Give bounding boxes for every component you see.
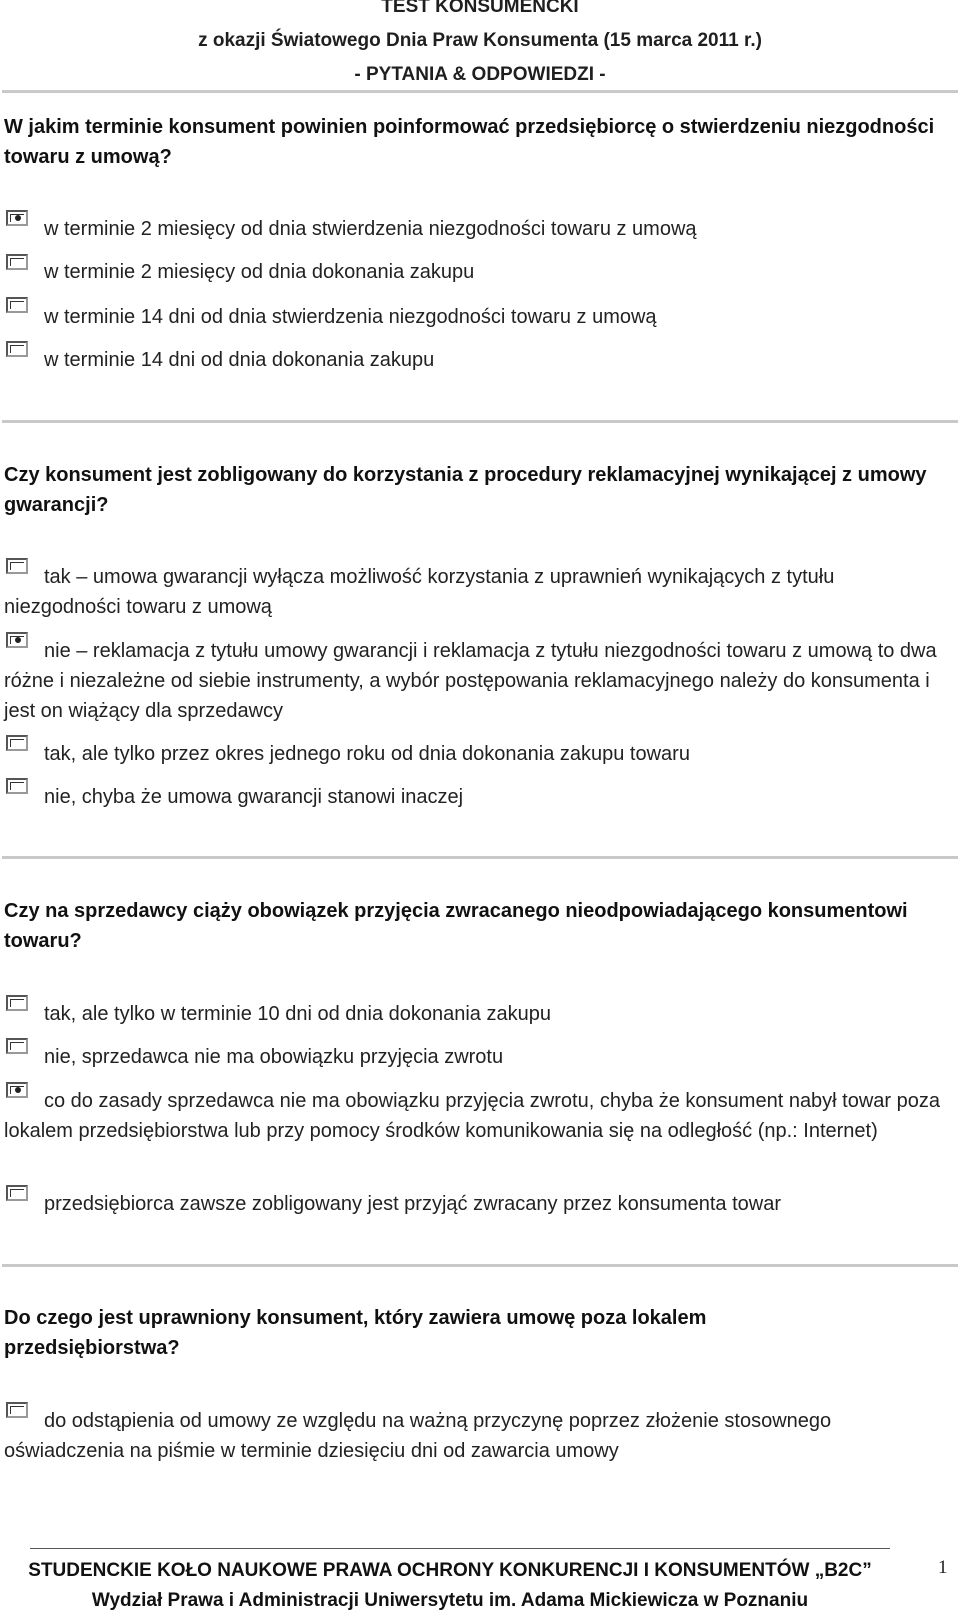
answer-label: przedsiębiorca zawsze zobligowany jest przyjąć zwracany przez konsumenta towar <box>44 1193 781 1215</box>
answer-q2-a3 <box>4 739 952 769</box>
divider <box>2 90 958 93</box>
question-4: Do czego jest uprawniony konsument, który zawiera umowę poza lokalem przedsiębiorstwa? <box>4 1307 707 1359</box>
answer-q3-a2 <box>4 1042 952 1072</box>
divider <box>2 856 958 859</box>
answer-label: do odstąpienia od umowy ze względu na ważną przyczynę poprzez złożenie stosownego oświadczenia na piśmie w terminie dziesięciu dni od zawarcia umowy <box>4 1410 832 1462</box>
answer-label: nie, sprzedawca nie ma obowiązku przyjęcia zwrotu <box>44 1046 504 1068</box>
document-subtitle: z okazji Światowego Dnia Praw Konsumenta (15 marca 2011 r.) <box>198 30 762 51</box>
answer-q2-a1 <box>4 562 952 622</box>
answer-q2-a4 <box>4 782 952 812</box>
answer-q1-a4 <box>4 345 952 375</box>
answer-label: tak, ale tylko w terminie 10 dni od dnia dokonania zakupu <box>44 1003 551 1025</box>
answer-q1-a2 <box>4 257 952 287</box>
question-1: W jakim terminie konsument powinien poinformować przedsiębiorcę o stwierdzeniu niezgodności towaru z umową? <box>4 116 935 168</box>
section-title: - PYTANIA & ODPOWIEDZI - <box>354 64 606 85</box>
divider <box>2 1264 958 1267</box>
footer-faculty: Wydział Prawa i Administracji Uniwersytetu im. Adama Mickiewicza w Poznaniu <box>91 1590 809 1611</box>
answer-label: w terminie 14 dni od dnia stwierdzenia niezgodności towaru z umową <box>44 306 657 328</box>
footer-divider <box>30 1548 890 1549</box>
footer-organization: STUDENCKIE KOŁO NAUKOWE PRAWA OCHRONY KONKURENCJI I KONSUMENTÓW „B2C” <box>28 1560 872 1581</box>
answer-label: tak, ale tylko przez okres jednego roku od dnia dokonania zakupu towaru <box>44 743 690 765</box>
document-title: TEST KONSUMENCKI <box>381 0 579 17</box>
answer-q2-a2 <box>4 636 952 726</box>
answer-label: nie, chyba że umowa gwarancji stanowi inaczej <box>44 786 464 808</box>
answer-q3-a3 <box>4 1086 952 1146</box>
answer-label: w terminie 14 dni od dnia dokonania zakupu <box>44 349 435 371</box>
answer-label: w terminie 2 miesięcy od dnia dokonania zakupu <box>44 261 475 283</box>
question-2: Czy konsument jest zobligowany do korzystania z procedury reklamacyjnej wynikającej z umowy gwarancji? <box>4 464 927 516</box>
answer-q1-a3 <box>4 302 952 332</box>
question-3: Czy na sprzedawcy ciąży obowiązek przyjęcia zwracanego nieodpowiadającego konsumentowi towaru? <box>4 900 908 952</box>
answer-q3-a4 <box>4 1189 952 1219</box>
answer-q3-a1 <box>4 999 952 1029</box>
divider <box>2 420 958 423</box>
answer-q4-a1 <box>4 1406 952 1466</box>
answer-label: w terminie 2 miesięcy od dnia stwierdzenia niezgodności towaru z umową <box>44 218 697 240</box>
answer-q1-a1 <box>4 214 952 244</box>
page-number: 1 <box>938 1557 948 1578</box>
answer-label: tak – umowa gwarancji wyłącza możliwość korzystania z uprawnień wynikających z tytułu niezgodności towaru z umową <box>4 566 835 618</box>
answer-label: co do zasady sprzedawca nie ma obowiązku przyjęcia zwrotu, chyba że konsument nabył towar poza lokalem przedsiębiorstwa lub przy pomocy środków komunikowania się na odległość (np.: Internet) <box>4 1090 941 1142</box>
answer-label: nie – reklamacja z tytułu umowy gwarancji i reklamacja z tytułu niezgodności towaru z umową to dwa różne i niezależne od siebie instrumenty, a wybór postępowania reklamacyjnego należy do konsumenta i jest on wiążący dla sprzedawcy <box>4 640 937 722</box>
